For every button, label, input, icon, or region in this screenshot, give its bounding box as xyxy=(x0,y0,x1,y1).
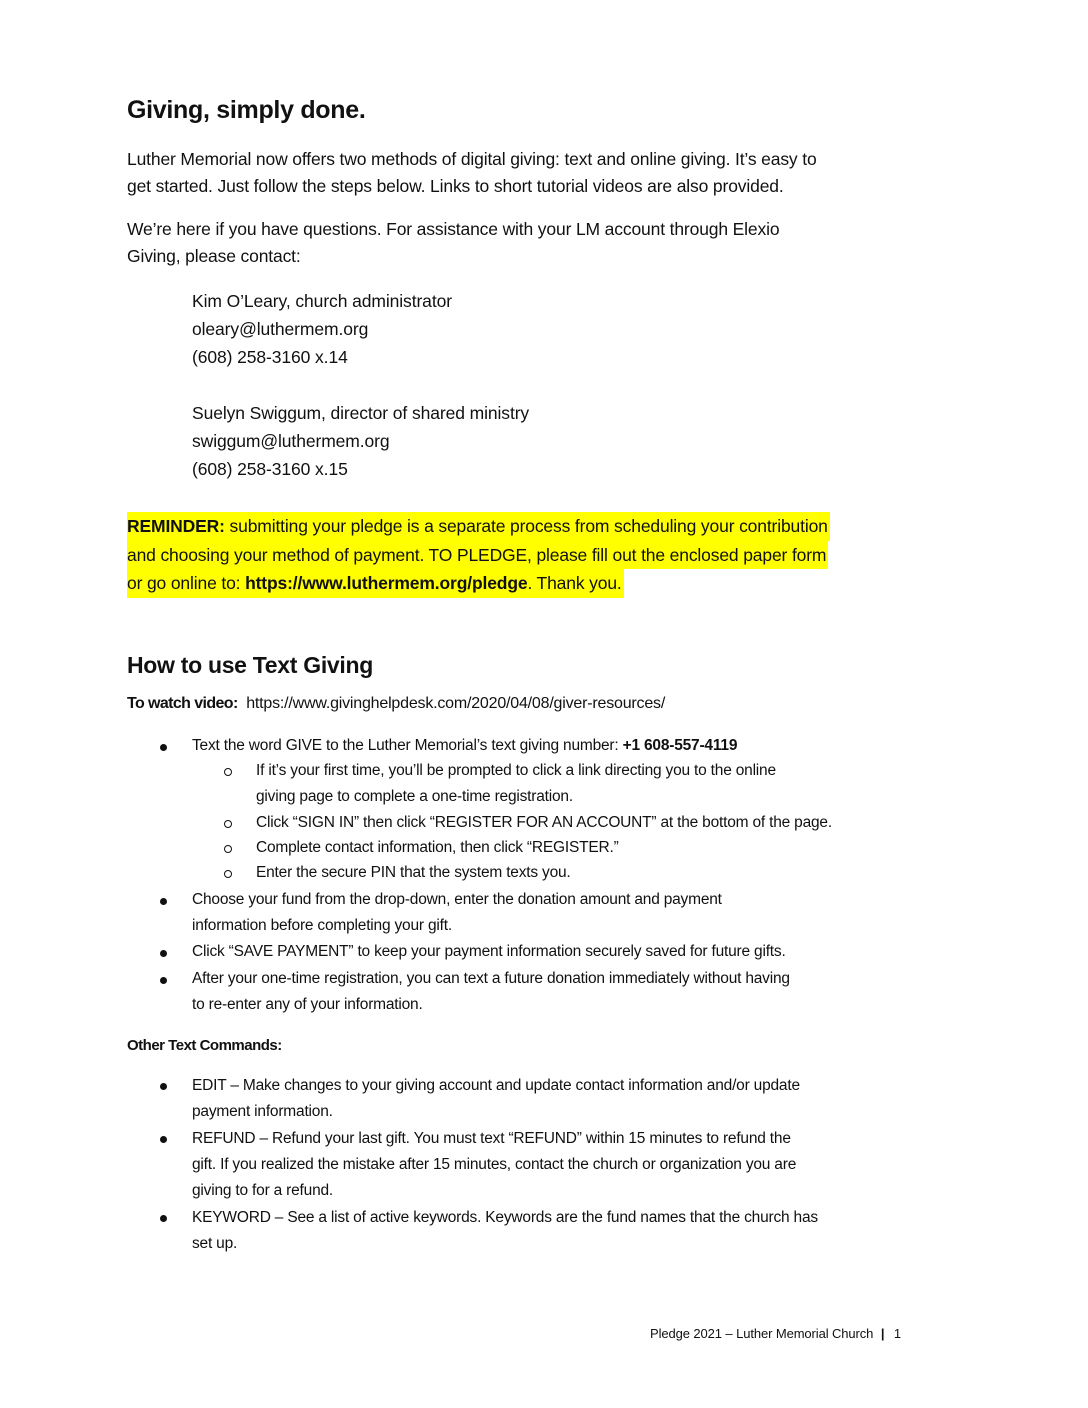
step-text: Text the word GIVE to the Luther Memorial’s text giving number: xyxy=(192,737,623,754)
footer-separator: | xyxy=(880,1326,885,1341)
intro-line: get started. Just follow the steps below. Links to short tutorial videos are also provided. xyxy=(127,176,784,196)
subheading: Other Text Commands: xyxy=(127,1037,282,1054)
step-text: After your one-time registration, you can text a future donation immediately without having xyxy=(192,970,790,987)
reminder-label: REMINDER: xyxy=(127,516,225,536)
command-text: gift. If you realized the mistake after 15 minutes, contact the church or organization you are xyxy=(192,1156,797,1173)
page-title: Giving, simply done. xyxy=(127,96,366,124)
command-text: EDIT – Make changes to your giving account and update contact information and/or update xyxy=(192,1077,800,1094)
contact-name: Suelyn Swiggum, director of shared ministry xyxy=(192,403,530,423)
sub-bullet-icon xyxy=(224,820,232,828)
video-label: To watch video: xyxy=(127,695,238,712)
questions-paragraph xyxy=(127,216,779,270)
step-text: Enter the secure PIN that the system texts you. xyxy=(256,864,571,881)
step-text: Click “SIGN IN” then click “REGISTER FOR AN ACCOUNT” at the bottom of the page. xyxy=(256,814,832,831)
contact-phone: (608) 258-3160 x.14 xyxy=(192,347,348,367)
reminder-text: and choosing your method of payment. TO PLEDGE, please fill out the enclosed paper form xyxy=(127,541,828,570)
contact-email[interactable]: swiggum@luthermem.org xyxy=(192,431,390,451)
sub-list-item xyxy=(256,860,571,886)
contact-email[interactable]: oleary@luthermem.org xyxy=(192,319,369,339)
list-item xyxy=(192,966,790,1018)
contact-phone: (608) 258-3160 x.15 xyxy=(192,459,348,479)
step-text: information before completing your gift. xyxy=(192,917,452,934)
step-text: Choose your fund from the drop-down, enter the donation amount and payment xyxy=(192,891,722,908)
bullet-icon xyxy=(160,1215,167,1222)
list-item xyxy=(192,939,786,965)
command-text: set up. xyxy=(192,1235,238,1252)
reminder-text: submitting your pledge is a separate process from scheduling your contribution xyxy=(224,516,828,536)
contact-block-2 xyxy=(192,399,529,483)
bullet-icon xyxy=(160,898,167,905)
questions-line: We’re here if you have questions. For assistance with your LM account through Elexio xyxy=(127,219,780,239)
sub-bullet-icon xyxy=(224,870,232,878)
command-item xyxy=(192,1126,796,1204)
bullet-icon xyxy=(160,1083,167,1090)
section-heading: How to use Text Giving xyxy=(127,652,373,678)
command-text: KEYWORD – See a list of active keywords. Keywords are the fund names that the church has xyxy=(192,1209,818,1226)
reminder-box xyxy=(127,512,830,598)
bullet-icon xyxy=(160,1136,167,1143)
pledge-link[interactable]: https://www.luthermem.org/pledge xyxy=(245,573,528,593)
sub-bullet-icon xyxy=(224,768,232,776)
bullet-icon xyxy=(160,950,167,957)
text-giving-number[interactable]: +1 608-557-4119 xyxy=(622,737,738,754)
intro-paragraph xyxy=(127,146,817,200)
step-text: giving page to complete a one-time registration. xyxy=(256,788,573,805)
sub-bullet-icon xyxy=(224,845,232,853)
command-text: payment information. xyxy=(192,1103,333,1120)
contact-name: Kim O’Leary, church administrator xyxy=(192,291,452,311)
step-text: If it’s your first time, you’ll be prompted to click a link directing you to the online xyxy=(256,762,776,779)
intro-line: Luther Memorial now offers two methods of digital giving: text and online giving. It’s easy to xyxy=(127,149,817,169)
bullet-icon xyxy=(160,977,167,984)
questions-line: Giving, please contact: xyxy=(127,246,301,266)
step-text: to re-enter any of your information. xyxy=(192,996,423,1013)
step-text: Complete contact information, then click “REGISTER.” xyxy=(256,839,619,856)
page-number: 1 xyxy=(893,1326,902,1341)
list-item xyxy=(192,887,722,939)
command-item xyxy=(192,1205,818,1257)
reminder-text: or go online to: xyxy=(127,573,246,593)
contact-block-1 xyxy=(192,287,452,371)
list-item xyxy=(192,733,737,759)
sub-list-item xyxy=(256,835,619,861)
page-footer xyxy=(650,1326,901,1341)
step-text: Click “SAVE PAYMENT” to keep your payment information securely saved for future gifts. xyxy=(192,943,786,960)
video-link[interactable]: https://www.givinghelpdesk.com/2020/04/08/giver-resources/ xyxy=(246,695,666,712)
command-item xyxy=(192,1073,800,1125)
reminder-text: . Thank you. xyxy=(527,573,622,593)
footer-text: Pledge 2021 – Luther Memorial Church xyxy=(650,1326,874,1341)
sub-list-item xyxy=(256,810,832,836)
command-text: REFUND – Refund your last gift. You must text “REFUND” within 15 minutes to refund the xyxy=(192,1130,791,1147)
sub-list-item xyxy=(256,758,776,810)
command-text: giving to for a refund. xyxy=(192,1182,334,1199)
bullet-icon xyxy=(160,744,167,751)
video-line xyxy=(127,691,665,717)
